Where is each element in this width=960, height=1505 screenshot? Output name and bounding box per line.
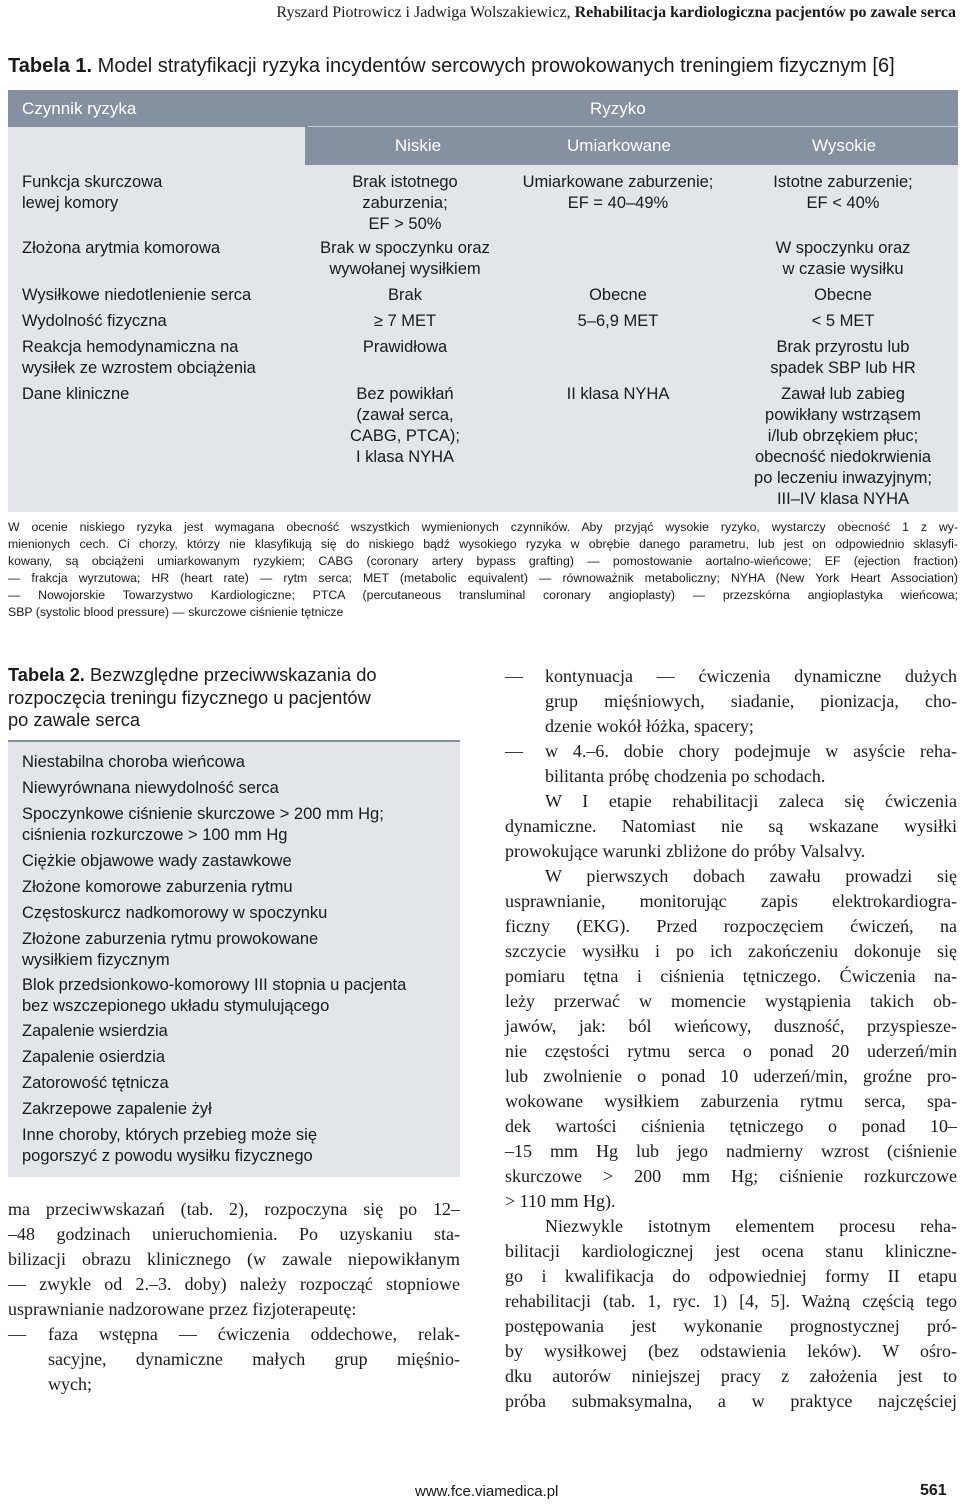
cell-line: Brak istotnego <box>352 173 458 191</box>
caption-line <box>8 664 468 687</box>
list-item <box>505 664 957 739</box>
item-line: Spoczynkowe ciśnienie skurczowe > 200 mm Hg; <box>22 805 384 823</box>
item-line: Niestabilna choroba wieńcowa <box>22 753 245 771</box>
cell-line: (zawał serca, <box>356 406 454 424</box>
table2-item <box>22 903 452 924</box>
body-line: W pierwszych dobach zawału prowadzi się <box>545 866 957 886</box>
table1-factor <box>22 285 312 306</box>
table1 <box>8 90 958 512</box>
table2-title-line: Bezwzględne przeciwwskazania do <box>84 664 377 685</box>
body-line: dzenie wokół łóżka, spacery; <box>545 716 754 736</box>
table1-high <box>722 384 960 510</box>
cell-line: Brak w spoczynku oraz <box>320 239 490 257</box>
table1-low <box>295 337 515 358</box>
item-line: Niewyrównana niewydolność serca <box>22 779 279 797</box>
table2 <box>8 742 460 1177</box>
body-line: prowokujące warunki zbliżone do próby Valsalvy. <box>505 841 866 861</box>
cell-line: EF < 40% <box>806 194 880 212</box>
cell-line: i/lub obrzękiem płuc; <box>767 427 919 445</box>
table2-item <box>22 804 452 846</box>
table1-mid <box>501 384 735 405</box>
table1-high <box>722 172 960 214</box>
cell-line: I klasa NYHA <box>355 448 455 466</box>
list-item <box>505 739 957 789</box>
table1-high <box>722 337 960 379</box>
table1-low <box>295 238 515 280</box>
body-left-column <box>8 1197 460 1397</box>
table1-high <box>722 311 960 332</box>
body-line: go i kwalifikacja do odpowiedniej formy II etapu <box>505 1266 957 1286</box>
table1-mid <box>501 285 735 306</box>
body-line: usprawnianie nadzorowane przez fizjoterapeutę: <box>8 1299 357 1319</box>
cell-line: zaburzenia; <box>362 194 448 212</box>
cell-line: < 5 MET <box>811 312 875 330</box>
body-line: W I etapie rehabilitacji zaleca się ćwiczenia <box>545 791 957 811</box>
list-item <box>8 1322 460 1397</box>
page-number: 561 <box>920 1482 947 1499</box>
table1-mid <box>501 311 735 332</box>
item-line: Blok przedsionkowo-komorowy III stopnia u pacjenta <box>22 976 407 994</box>
item-line: Inne choroby, których przebieg może się <box>22 1126 318 1144</box>
table1-notes <box>8 519 958 621</box>
item-line: Ciężkie objawowe wady zastawkowe <box>22 852 292 870</box>
table2-caption <box>8 664 468 732</box>
item-line: Zapalenie osierdzia <box>22 1048 166 1066</box>
table1-factor <box>22 337 312 379</box>
table2-item <box>22 1021 452 1042</box>
item-line: Zakrzepowe zapalenie żył <box>22 1100 212 1118</box>
cell-line: Prawidłowa <box>362 338 448 356</box>
body-line: kontynuacja — ćwiczenia dynamiczne dużych <box>545 666 957 686</box>
body-line: bilizacji obrazu klinicznego (w zawale niepowikłanym <box>8 1249 460 1269</box>
body-line: skurczowe > 200 mm Hg; ciśnienie rozkurczowe <box>505 1166 957 1186</box>
body-line: > 110 mm Hg). <box>505 1191 616 1211</box>
cell-line: Brak przyrostu lub <box>776 338 910 356</box>
cell-line: Wydolność fizyczna <box>22 312 167 330</box>
table1-label: Tabela 1. <box>8 55 93 77</box>
table1-header-factor: Czynnik ryzyka <box>22 99 137 118</box>
cell-line: spadek SBP lub HR <box>770 359 916 377</box>
table1-factor <box>22 172 312 214</box>
table1-header-risk: Ryzyko <box>590 99 646 118</box>
body-line: pomiaru tętna i ciśnienia tętniczego. Ćwiczenia na- <box>505 966 957 986</box>
table1-header-band <box>8 90 958 127</box>
cell-line: Istotne zaburzenie; <box>773 173 913 191</box>
table2-title-line: po zawale serca <box>8 709 141 730</box>
table2-item <box>22 851 452 872</box>
cell-line: w czasie wysiłku <box>782 260 904 278</box>
body-line: bilitacji kardiologicznej jest ocena stanu kliniczne- <box>505 1241 957 1261</box>
table2-item <box>22 1125 452 1167</box>
cell-line: EF = 40–49% <box>567 194 669 212</box>
body-line: –15 mm Hg lub jego nadmierny wzrost (ciśnienie <box>505 1141 957 1161</box>
table1-low <box>295 384 515 468</box>
cell-line: EF > 50% <box>368 215 442 233</box>
note-line: — Nowojorskie Towarzystwo Kardiologiczne; PTCA (percutaneous transluminal coronary angioplasty) — przezskórna angioplastyka wieńcowa; <box>8 588 958 602</box>
item-line: Częstoskurcz nadkomorowy w spoczynku <box>22 904 328 922</box>
item-line: pogorszyć z powodu wysiłku fizycznego <box>22 1147 313 1165</box>
running-head <box>16 0 956 26</box>
body-line: postępowania jest wykonanie prognostycznej pró- <box>505 1316 957 1336</box>
note-line: kowany, są obciążeni umiarkowanym ryzykiem; CABG (coronary artery bypass grafting) — pomostowanie aortalno-wieńcowe; EF (ejection fraction) <box>8 554 958 568</box>
cell-line: W spoczynku oraz <box>775 239 911 257</box>
body-line: bilitanta próbę chodzenia po schodach. <box>545 766 826 786</box>
item-line: Złożone zaburzenia rytmu prowokowane <box>22 930 319 948</box>
table1-header-divider <box>308 126 958 127</box>
table2-item <box>22 1099 452 1120</box>
cell-line: Obecne <box>814 286 872 304</box>
table1-col-mid: Umiarkowane <box>567 136 671 155</box>
cell-line: III–IV klasa NYHA <box>776 490 910 508</box>
body-right-column <box>505 664 957 1414</box>
note-line: SBP (systolic blood pressure) — skurczowe ciśnienie tętnicze <box>8 605 344 619</box>
cell-line: Złożona arytmia komorowa <box>22 239 221 257</box>
note-line: mienionych cech. Ci chorzy, którzy nie klasyfikują się do niskiego bądź wysokiego ryzyka w obrębie danego parametru, lub jest on odpowiednio sklasyfi- <box>8 537 958 551</box>
table2-item <box>22 877 452 898</box>
body-line: dku autorów niniejszej pracy z założenia jest to <box>505 1366 957 1386</box>
body-line: wokowane wysiłkiem zaburzenia rytmu serca, spa- <box>505 1091 957 1111</box>
body-line: leży przerwać w momencie wystąpienia takich ob- <box>505 991 957 1011</box>
table2-item <box>22 1073 452 1094</box>
table1-low <box>295 311 515 332</box>
cell-line: Wysiłkowe niedotlenienie serca <box>22 286 252 304</box>
table2-item <box>22 975 452 1017</box>
dash-marker: — <box>8 1324 26 1344</box>
body-line: jawów, jak: ból wieńcowy, duszność, przyspiesze- <box>505 1016 957 1036</box>
table1-caption <box>8 54 958 78</box>
table1-col-high: Wysokie <box>811 136 877 155</box>
table1-high <box>722 238 960 280</box>
cell-line: ≥ 7 MET <box>373 312 437 330</box>
table2-item <box>22 778 452 799</box>
item-line: Zapalenie wsierdzia <box>22 1022 168 1040</box>
item-line: Zatorowość tętnicza <box>22 1074 169 1092</box>
table1-col-low: Niskie <box>394 136 442 155</box>
body-line: nie częstości rytmu serca o ponad 20 uderzeń/min <box>505 1041 957 1061</box>
body-line: sacyjne, dynamiczne małych grup mięśnio- <box>48 1349 460 1369</box>
cell-line: wywołanej wysiłkiem <box>329 260 481 278</box>
cell-line: Brak <box>388 286 422 304</box>
cell-line: powikłany wstrząsem <box>765 406 921 424</box>
table1-mid <box>501 172 735 214</box>
cell-line: Bez powikłań <box>356 385 454 403</box>
cell-line: Obecne <box>589 286 647 304</box>
body-line: grup mięśniowych, siadanie, pionizacja, cho- <box>545 691 957 711</box>
cell-line: Reakcja hemodynamiczna na <box>22 338 239 356</box>
body-line: –48 godzinach unieruchomienia. Po uzyskaniu sta- <box>8 1224 460 1244</box>
body-line: — zwykle od 2.–3. doby) należy rozpocząć stopniowe <box>8 1274 460 1294</box>
body-line: lub zwolnienie o ponad 10 uderzeń/min, groźne pro- <box>505 1066 957 1086</box>
body-line: szczycie wysiłku i po ich zakończeniu dokonuje się <box>505 941 957 961</box>
table2-item <box>22 1047 452 1068</box>
table1-low <box>295 285 515 306</box>
running-head-title: Rehabilitacja kardiologiczna pacjentów po zawale serca <box>574 4 956 21</box>
cell-line: wysiłek ze wzrostem obciążenia <box>22 359 256 377</box>
body-line: w 4.–6. dobie chory podejmuje w asyście reha- <box>545 741 957 761</box>
table1-title: Model stratyfikacji ryzyka incydentów sercowych prowokowanych treningiem fizycznym [6] <box>92 55 895 77</box>
body-line: rehabilitacji (tab. 1, ryc. 1) [4, 5]. Ważną częścią tego <box>505 1291 957 1311</box>
cell-line: Umiarkowane zaburzenie; <box>522 173 714 191</box>
body-line: ma przeciwwskazań (tab. 2), rozpoczyna się po 12– <box>8 1199 460 1219</box>
body-line: ficzny (EKG). Przed rozpoczęciem ćwiczeń, na <box>505 916 957 936</box>
cell-line: lewej komory <box>22 194 119 212</box>
running-head-authors: Ryszard Piotrowicz i Jadwiga Wolszakiewicz, <box>276 4 575 21</box>
table1-factor <box>22 384 312 405</box>
item-line: ciśnienia rozkurczowe > 100 mm Hg <box>22 826 288 844</box>
body-line: usprawnianie, monitorując zapis elektrokardiogra- <box>505 891 957 911</box>
table2-title-line: rozpoczęcia treningu fizycznego u pacjentów <box>8 686 371 708</box>
body-line: dynamiczne. Natomiast nie są wskazane wysiłki <box>505 816 957 836</box>
item-line: bez wszczepionego układu stymulującego <box>22 997 330 1015</box>
table1-factor <box>22 238 312 259</box>
cell-line: II klasa NYHA <box>566 385 670 403</box>
table2-item <box>22 752 452 773</box>
item-line: wysiłkiem fizycznym <box>22 951 170 969</box>
body-line: faza wstępna — ćwiczenia oddechowe, relak- <box>48 1324 460 1344</box>
footer-url[interactable]: www.fce.viamedica.pl <box>415 1483 559 1500</box>
cell-line: obecność niedokrwienia <box>754 448 932 466</box>
item-line: Złożone komorowe zaburzenia rytmu <box>22 878 293 896</box>
body-line: próba submaksymalna, a w praktyce najczęściej <box>505 1391 957 1411</box>
table2-item <box>22 929 452 971</box>
cell-line: Zawał lub zabieg <box>781 385 905 403</box>
table1-high <box>722 285 960 306</box>
cell-line: CABG, PTCA); <box>349 427 460 445</box>
table1-factor <box>22 311 312 332</box>
dash-marker: — <box>505 666 523 686</box>
dash-marker: — <box>505 741 523 761</box>
table1-low <box>295 172 515 235</box>
body-line: dek wartości ciśnienia tętniczego o ponad 10– <box>505 1116 957 1136</box>
note-line: — frakcja wyrzutowa; HR (heart rate) — rytm serca; MET (metabolic equivalent) — równoważnik metaboliczny; NYHA (New York Heart Association) <box>8 571 958 585</box>
body-line: by wysiłkowej (bez odstawienia leków). W ośro- <box>505 1341 957 1361</box>
body-line: wych; <box>48 1374 92 1394</box>
note-line: W ocenie niskiego ryzyka jest wymagana obecność wszystkich wymienionych czynników. Aby przyjąć wysokie ryzyko, wystarczy obecność 1 z wy- <box>8 520 958 534</box>
cell-line: po leczeniu inwazyjnym; <box>754 469 932 487</box>
cell-line: 5–6,9 MET <box>577 312 659 330</box>
body-line: Niezwykle istotnym elementem procesu reha- <box>545 1216 957 1236</box>
cell-line: Funkcja skurczowa <box>22 173 163 191</box>
cell-line: Dane kliniczne <box>22 385 130 403</box>
table2-label: Tabela 2. <box>8 664 85 685</box>
